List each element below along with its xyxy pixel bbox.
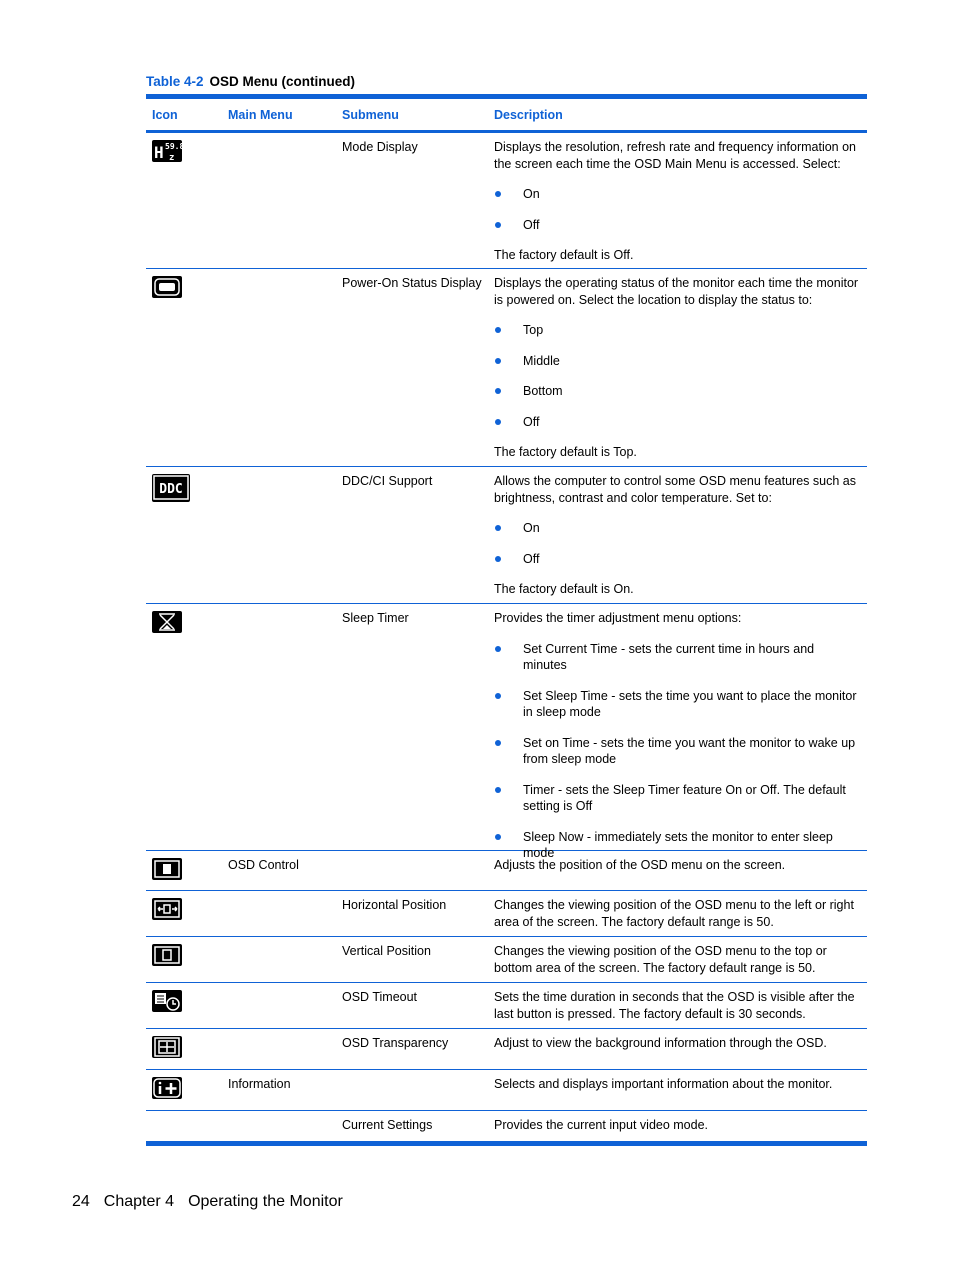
main-menu-cell	[228, 1035, 342, 1069]
submenu-cell: OSD Transparency	[342, 1036, 449, 1050]
description-text: Changes the viewing position of the OSD menu to the top or bottom area of the screen. The factory default range is 50.	[494, 944, 827, 975]
description-text: Displays the resolution, refresh rate and frequency information on the screen each time the OSD Main Menu is accessed. Select:	[494, 140, 856, 171]
description-cell	[494, 857, 867, 890]
hourglass-icon	[152, 611, 182, 633]
main-menu-cell	[228, 473, 342, 603]
submenu-cell: Power-On Status Display	[342, 276, 482, 290]
main-menu-cell	[228, 897, 342, 936]
osd-transparency-icon	[152, 1036, 182, 1058]
description-text: Changes the viewing position of the OSD menu to the left or right area of the screen. The factory default range is 50.	[494, 898, 854, 929]
table-row	[146, 1070, 867, 1111]
header-description: Description	[494, 107, 563, 122]
submenu-cell: DDC/CI Support	[342, 474, 433, 488]
description-cell	[494, 1117, 867, 1141]
table-row	[146, 891, 867, 937]
bullet-item: On	[494, 186, 861, 203]
table-row	[146, 604, 867, 860]
footer-chapter: Chapter 4	[103, 1193, 175, 1210]
bullet-item: Timer - sets the Sleep Timer feature On or Off. The default setting is Off	[494, 782, 861, 815]
main-menu-cell	[228, 610, 342, 850]
description-cell	[494, 610, 867, 860]
submenu-cell: Mode Display	[342, 140, 418, 154]
bullet-item: Set Sleep Time - sets the time you want to place the monitor in sleep mode	[494, 688, 861, 721]
icon-cell	[146, 1117, 228, 1141]
description-cell	[494, 1035, 867, 1069]
header-submenu: Submenu	[342, 107, 399, 122]
table-row	[146, 937, 867, 983]
icon-cell	[146, 897, 228, 936]
header-main-menu: Main Menu	[228, 107, 293, 122]
icon-cell	[146, 989, 228, 1028]
svg-text:z: z	[169, 153, 175, 163]
horizontal-position-icon	[152, 898, 182, 920]
table-row	[146, 1029, 867, 1070]
information-icon	[152, 1077, 182, 1099]
description-cell	[494, 897, 867, 936]
table-row	[146, 269, 867, 467]
default-note: The factory default is On.	[494, 582, 634, 596]
bullet-item: Off	[494, 414, 861, 431]
bullet-item: Bottom	[494, 383, 861, 400]
description-cell	[494, 275, 867, 466]
submenu-cell: OSD Timeout	[342, 990, 418, 1004]
bullet-item: Off	[494, 217, 861, 234]
main-menu-cell	[228, 1117, 342, 1141]
icon-cell	[146, 139, 228, 268]
description-text: Displays the operating status of the monitor each time the monitor is powered on. Select the location to display the status to:	[494, 276, 859, 307]
submenu-cell: Current Settings	[342, 1118, 433, 1132]
submenu-cell	[342, 857, 494, 890]
ddc-icon	[152, 474, 190, 502]
icon-cell	[146, 1076, 228, 1110]
icon-cell	[146, 473, 228, 603]
bullet-item: Off	[494, 551, 861, 568]
description-text: Adjusts the position of the OSD menu on the screen.	[494, 858, 786, 872]
description-cell	[494, 473, 867, 603]
table-row	[146, 1111, 867, 1141]
main-menu-cell	[228, 139, 342, 268]
bullet-item: Middle	[494, 353, 861, 370]
main-menu-cell	[228, 943, 342, 982]
description-text: Allows the computer to control some OSD menu features such as brightness, contrast and color temperature. Set to:	[494, 474, 856, 505]
svg-text:59.8: 59.8	[165, 142, 185, 151]
icon-cell	[146, 857, 228, 890]
svg-text:H: H	[154, 143, 164, 162]
bullet-item: Top	[494, 322, 861, 339]
description-text: Provides the timer adjustment menu options:	[494, 611, 742, 625]
main-menu-cell: Information	[228, 1077, 291, 1091]
osd-menu-table	[146, 94, 867, 1146]
submenu-cell	[342, 1076, 494, 1110]
osd-timeout-icon	[152, 990, 182, 1012]
bullet-item: Sleep Now - immediately sets the monitor to enter sleep mode	[494, 829, 861, 862]
default-note: The factory default is Top.	[494, 445, 637, 459]
icon-cell	[146, 275, 228, 466]
footer-title: Operating the Monitor	[188, 1193, 343, 1210]
description-text: Sets the time duration in seconds that the OSD is visible after the last button is pressed. The factory default is 30 seconds.	[494, 990, 855, 1021]
icon-cell	[146, 1035, 228, 1069]
bullet-item: Set on Time - sets the time you want the monitor to wake up from sleep mode	[494, 735, 861, 768]
bullet-item: On	[494, 520, 861, 537]
main-menu-cell	[228, 275, 342, 466]
icon-cell	[146, 610, 228, 850]
table-body	[146, 133, 867, 1141]
submenu-cell: Horizontal Position	[342, 898, 447, 912]
page-number: 24	[72, 1193, 90, 1210]
submenu-cell: Vertical Position	[342, 944, 431, 958]
power-status-icon	[152, 276, 182, 298]
description-cell	[494, 989, 867, 1028]
table-header	[146, 99, 867, 133]
submenu-cell: Sleep Timer	[342, 611, 409, 625]
description-text: Selects and displays important information about the monitor.	[494, 1077, 833, 1091]
osd-control-icon	[152, 858, 182, 880]
table-row	[146, 133, 867, 269]
description-cell	[494, 1076, 867, 1110]
page-footer	[72, 1193, 357, 1211]
header-icon: Icon	[152, 107, 178, 122]
table-label: Table 4-2	[146, 74, 204, 89]
description-cell	[494, 139, 867, 268]
bullet-item: Set Current Time - sets the current time in hours and minutes	[494, 641, 861, 674]
svg-text:DDC: DDC	[159, 482, 183, 497]
table-row	[146, 983, 867, 1029]
main-menu-cell	[228, 989, 342, 1028]
table-caption	[146, 74, 355, 89]
icon-cell	[146, 943, 228, 982]
hz-icon	[152, 140, 185, 163]
description-text: Provides the current input video mode.	[494, 1118, 709, 1132]
description-text: Adjust to view the background information through the OSD.	[494, 1036, 827, 1050]
table-title: OSD Menu (continued)	[209, 74, 356, 89]
main-menu-cell: OSD Control	[228, 858, 299, 872]
vertical-position-icon	[152, 944, 182, 966]
description-cell	[494, 943, 867, 982]
default-note: The factory default is Off.	[494, 248, 634, 262]
table-row	[146, 467, 867, 604]
